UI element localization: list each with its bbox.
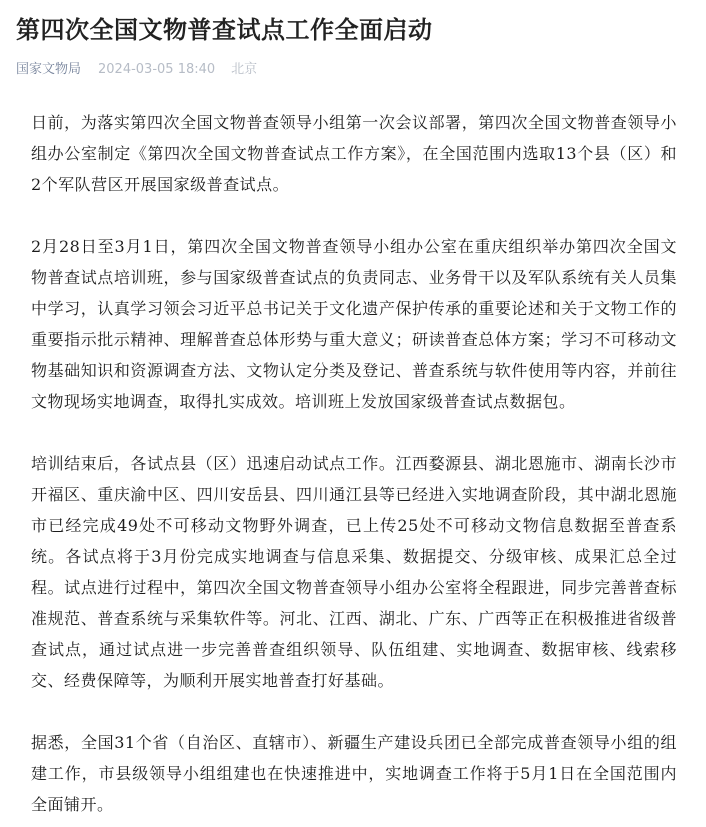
article-meta: [16, 61, 690, 78]
article-body: [0, 107, 706, 820]
article-paragraph: 据悉，全国31个省（自治区、直辖市）、新疆生产建设兵团已全部完成普查领导小组的组建工作，市县级领导小组组建也在快速推进中，实地调查工作将于5月1日在全国范围内全面铺开。: [31, 733, 677, 814]
article-paragraph: 2月28日至3月1日，第四次全国文物普查领导小组办公室在重庆组织举办第四次全国文物普查试点培训班，参与国家级普查试点的负责同志、业务骨干以及军队系统有关人员集中学习，认真学习领会习近平总书记关于文化遗产保护传承的重要论述和关于文物工作的重要指示批示精神、理解普查总体形势与重大意义；研读普查总体方案；学习不可移动文物基础知识和资源调查方法、文物认定分类及登记、普查系统与软件使用等内容，并前往文物现场实地调查，取得扎实成效。培训班上发放国家级普查试点数据包。: [31, 237, 677, 411]
source-name-link[interactable]: 国家文物局: [16, 62, 82, 77]
page-title: 第四次全国文物普查试点工作全面启动: [16, 16, 433, 44]
publish-datetime: 2024-03-05 18:40: [98, 62, 216, 77]
article-paragraph: 培训结束后，各试点县（区）迅速启动试点工作。江西婺源县、湖北恩施市、湖南长沙市开福区、重庆渝中区、四川安岳县、四川通江县等已经进入实地调查阶段，其中湖北恩施市已经完成49处不可移动文物野外调查，已上传25处不可移动文物信息数据至普查系统。各试点将于3月份完成实地调查与信息采集、数据提交、分级审核、成果汇总全过程。试点进行过程中，第四次全国文物普查领导小组办公室将全程跟进，同步完善普查标准规范、普查系统与采集软件等。河北、江西、湖北、广东、广西等正在积极推进省级普查试点，通过试点进一步完善普查组织领导、队伍组建、实地调查、数据审核、线索移交、经费保障等，为顺利开展实地普查打好基础。: [31, 454, 677, 690]
publish-location: 北京: [231, 62, 258, 77]
article-paragraph: 日前，为落实第四次全国文物普查领导小组第一次会议部署，第四次全国文物普查领导小组办公室制定《第四次全国文物普查试点工作方案》，在全国范围内选取13个县（区）和2个军队营区开展国家级普查试点。: [31, 113, 677, 194]
